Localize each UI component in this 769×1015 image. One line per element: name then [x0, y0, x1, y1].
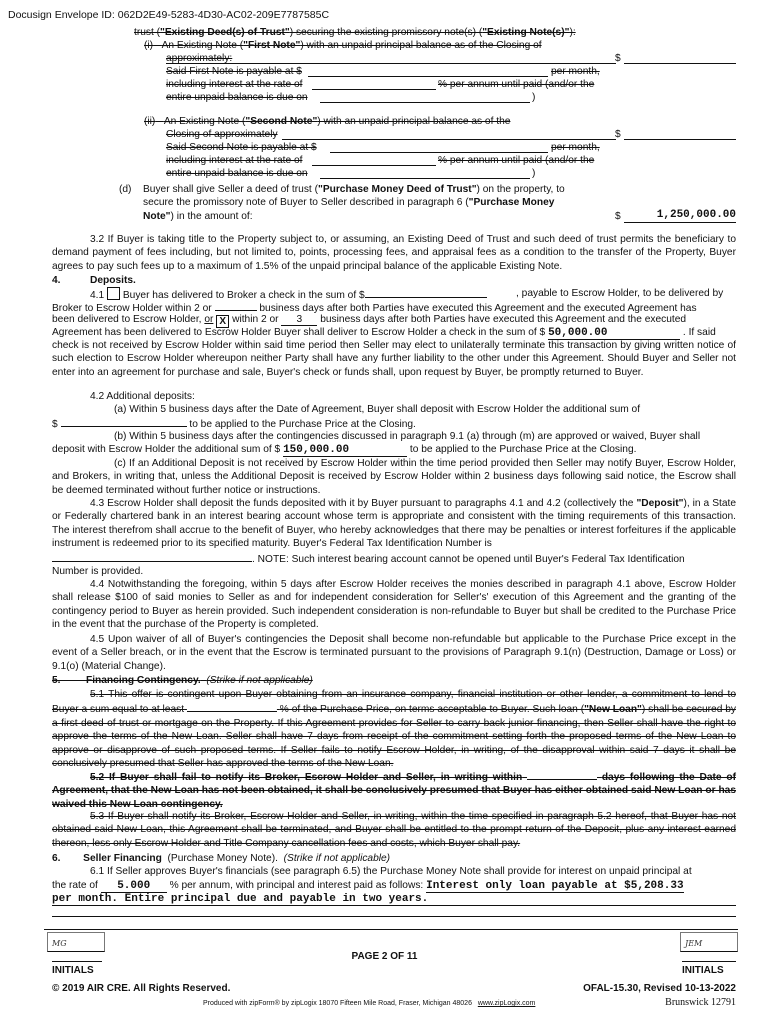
first-per-month: per month,	[551, 66, 600, 77]
first-note-payable: Said First Note is payable at $	[166, 66, 302, 77]
existing-deed-line: trust ("Existing Deed(s) of Trust") securing the existing promissory note(s) ("Existing Note(s)"):	[134, 27, 576, 38]
copyright: © 2019 AIR CRE. All Rights Reserved.	[52, 983, 231, 994]
second-note-payable: Said Second Note is payable at $	[166, 142, 317, 153]
item-d-text: Buyer shall give Seller a deed of trust ("Purchase Money Deed of Trust") on the property, to secure the promissory note of Buyer to Seller described in paragraph 6 ("Purchase Money Note") in the amount of:	[143, 184, 565, 222]
paragraph-4-2-a: (a) Within 5 business days after the Date of Agreement, Buyer shall deposit with Escrow Holder the additional sum of	[114, 404, 641, 415]
additional-deposit-field[interactable]: 150,000.00	[283, 445, 407, 457]
paragraph-4-2-a-line2: $ to be applied to the Purchase Price at the Closing.	[52, 416, 736, 431]
initials-right-signature[interactable]: JEM	[680, 932, 738, 952]
paragraph-4-1-line2: Broker to Escrow Holder within 2 or business days after both Parties have executed this Agreement and the executed Agreement has	[52, 300, 736, 315]
first-close-paren: )	[532, 92, 536, 103]
escrow-check-checkbox[interactable]: X	[216, 315, 229, 328]
paragraph-4-3-tax: . NOTE: Such interest bearing account cannot be opened until Buyer's Federal Tax Identification	[52, 551, 736, 566]
paragraph-4-1-rest: check is not received by Escrow Holder within said time period then Seller may elect to unilaterally terminate this transaction by giving written notice of such election to Escrow Holder whereupon neither Party shall have any further liability to the other under this Agreement. Should Buyer and Seller not enter into an agreement for purchase and sale, Buyer's check or funds shall, upon request by Buyer, be promptly returned to Buyer.	[52, 340, 736, 378]
envelope-id: Docusign Envelope ID: 062D2E49-5283-4D30-AC02-209E7787585C	[8, 9, 330, 21]
paragraph-3-2: 3.2 If Buyer is taking title to the Property subject to, or assuming, an Existing Deed of Trust and such deed of trust permits the beneficiary to demand payment of fees including, but not limited to, points, processing fees, and appraisal fees as a condition to the transfer of the Property, Buyer agrees to pay such fees up to a maximum of 1.5% of the unpaid principal balance of the applicable Existing Note.	[52, 234, 736, 272]
paragraph-4-2-c: (c) If an Additional Deposit is not received by Escrow Holder within the time period provided then Seller may notify Buyer, Escrow Holder, and Brokers, in writing that, unless the Additional Deposit is received by Escrow Holder within 2 business days following said notice, the Escrow shall be deemed terminated without further notice or instructions.	[52, 458, 736, 496]
ziplogix-link[interactable]: www.zipLogix.com	[477, 1000, 536, 1007]
second-due-blank[interactable]	[320, 178, 530, 179]
section-6-heading: 6. Seller Financing (Purchase Money Note). (Strike if not applicable)	[52, 853, 391, 864]
notify-days-blank[interactable]	[527, 769, 597, 780]
interest-rate-field[interactable]: 5.000	[101, 881, 167, 893]
paragraph-4-4: 4.4 Notwithstanding the foregoing, within 5 days after Escrow Holder receives the monies described in paragraph 4.1 above, Escrow Holder shall release $100 of said monies to Seller as and for independent consideration for Seller's' execution of this Agreement and the granting of the contingency period to Buyer as herein provided. Such independent consideration is non-refundable to Buyer but shall be credited to the Purchase Price in the event that the purchase of the Property is completed.	[52, 579, 736, 631]
second-note-amount-blank[interactable]	[624, 139, 736, 140]
section-5-heading: 5. Financing Contingency. (Strike if not applicable)	[52, 675, 313, 686]
first-note-amount-blank[interactable]	[624, 63, 736, 64]
initials-left-signature[interactable]: MG	[47, 932, 105, 952]
first-due-blank[interactable]	[320, 102, 530, 103]
initials-left-line	[52, 961, 102, 962]
item-d-amount[interactable]: 1,250,000.00	[624, 209, 736, 223]
additional-sum-blank[interactable]	[61, 416, 187, 427]
second-close-paren: )	[532, 168, 536, 179]
second-note-line: (ii) An Existing Note ("Second Note") with an unpaid principal balance as of the	[144, 116, 511, 127]
strike-rule	[166, 63, 616, 64]
payment-terms-field-1[interactable]: Interest only loan payable at $5,208.33	[426, 880, 684, 892]
second-note-dollar: $	[615, 129, 621, 140]
paragraph-4-3-end: Number is provided.	[52, 566, 144, 577]
payment-terms-blank-line	[52, 916, 736, 917]
broker-days-blank[interactable]	[215, 300, 257, 311]
initials-left-label: INITIALS	[52, 965, 94, 976]
item-d-dollar: $	[615, 211, 621, 222]
first-pct-annum: % per annum until paid (and/or the	[438, 79, 595, 90]
section-4-title: Deposits.	[90, 275, 136, 286]
second-rate-blank[interactable]	[312, 165, 436, 166]
item-d-label: (d)	[119, 184, 132, 195]
paragraph-4-2: 4.2 Additional deposits:	[90, 391, 195, 402]
paragraph-4-2-b: (b) Within 5 business days after the contingencies discussed in paragraph 9.1 (a) through (m) are approved or waived, Buyer shall	[114, 431, 701, 442]
second-closing-approx: Closing of approximately	[166, 129, 278, 140]
deposit-amount-field[interactable]: 50,000.00	[548, 328, 680, 340]
paragraph-4-2-b-line2: deposit with Escrow Holder the additional sum of $ 150,000.00 to be applied to the Purchase Price at the Closing.	[52, 444, 637, 456]
produced-with: Produced with zipForm® by zipLogix 18070 Fifteen Mile Road, Fraser, Michigan 48026 www.zipLogix.com	[203, 1000, 536, 1007]
second-including: including interest at the rate of	[166, 155, 303, 166]
paragraph-6-1-rate: the rate of 5.000 % per annum, with principal and interest paid as follows: Interest only loan payable at $5,208.33	[52, 880, 684, 892]
section-4-number: 4.	[52, 275, 61, 286]
paragraph-5-3: 5.3 If Buyer shall notify its Broker, Escrow Holder and Seller, in writing, within the time specified in paragraph 5.2 hereof, that Buyer has not obtained said New Loan, this Agreement shall be terminated, and Buyer shall be entitled to the prompt return of the Deposit, plus any interest earned thereon, less only Escrow Holder and Title Company cancellation fees and costs, which Buyer shall pay.	[52, 811, 736, 849]
paragraph-6-1: 6.1 If Seller approves Buyer's financials (see paragraph 6.5) the Purchase Money Note shall provide for interest on unpaid principal at	[90, 866, 692, 877]
first-entire-due: entire unpaid balance is due on	[166, 92, 308, 103]
first-note-approx: approximately:	[166, 53, 233, 64]
first-including: including interest at the rate of	[166, 79, 303, 90]
paragraph-4-1-line4: Agreement has been delivered to Escrow Holder Buyer shall deliver to Escrow Holder a check in the sum of $ 50,000.00 . If said	[52, 327, 716, 339]
first-note-line: (i) An Existing Note ("First Note") with an unpaid principal balance as of the Closing of	[144, 40, 542, 51]
form-number: OFAL-15.30, Revised 10-13-2022	[583, 983, 736, 994]
footer-divider	[44, 929, 738, 930]
loan-percent-blank[interactable]	[187, 701, 277, 712]
strike-rule	[282, 139, 616, 140]
page-number: PAGE 2 OF 11	[351, 951, 418, 962]
first-payable-blank[interactable]	[308, 76, 548, 77]
broker-check-checkbox[interactable]	[107, 287, 120, 300]
broker-check-amount-blank[interactable]	[365, 287, 487, 298]
second-pct-annum: % per annum until paid (and/or the	[438, 155, 595, 166]
paragraph-5-2: 5.2 If Buyer shall fail to notify its Broker, Escrow Holder and Seller, in writing within days following the Date of Agreement, that the New Loan has not been obtained, it shall be conclusively presumed that Buyer has either obtained said New Loan or has waived this New Loan contingency.	[52, 769, 736, 811]
paragraph-4-1-line3: been delivered to Escrow Holder, or X within 2 or 3 business days after both Parties have executed this Agreement and the executed	[52, 314, 687, 327]
brunswick-label: Brunswick 12791	[665, 997, 736, 1008]
first-rate-blank[interactable]	[312, 89, 436, 90]
second-entire-due: entire unpaid balance is due on	[166, 168, 308, 179]
payment-terms-field-2[interactable]: per month. Entire principal due and payable in two years.	[52, 893, 736, 906]
second-per-month: per month,	[551, 142, 600, 153]
paragraph-4-1-line1: 4.1 Buyer has delivered to Broker a check in the sum of $ , payable to Escrow Holder, to be delivered by	[90, 288, 724, 301]
first-note-dollar: $	[615, 53, 621, 64]
paragraph-4-5: 4.5 Upon waiver of all of Buyer's contingencies the Deposit shall become non-refundable but applicable to the Purchase Price except in the event of a Seller breach, or in the event that the Escrow is terminated pursuant to the provisions of Paragraph 9.1(n) (Destruction, Damage or Loss) or 9.1(o) (Material Change).	[52, 634, 736, 672]
tax-id-blank[interactable]	[52, 551, 252, 562]
escrow-days-field[interactable]: 3	[281, 315, 317, 326]
initials-right-line	[682, 961, 736, 962]
initials-right-label: INITIALS	[682, 965, 724, 976]
paragraph-5-1: 5.1 This offer is contingent upon Buyer obtaining from an insurance company, financial institution or other lender, a commitment to lend to Buyer a sum equal to at least % of the Purchase Price, on terms acceptable to Buyer. Such loan ("New Loan") shall be secured by a first deed of trust or mortgage on the Property. If this Agreement provides for Seller to carry back junior financing, then Seller shall have the right to approve the terms of the New Loan. Seller shall have 7 days from receipt of the commitment setting forth the proposed terms of the New Loan to approve or disapprove of such proposed terms. If Seller fails to notify Escrow Holder, in writing, of the disapproval within said 7 days it shall be conclusively presumed that Seller has approved the terms of the New Loan.	[52, 689, 736, 770]
paragraph-4-3: 4.3 Escrow Holder shall deposit the funds deposited with it by Buyer pursuant to paragraphs 4.1 and 4.2 (collectively the "Deposit"), in a State or Federally chartered bank in an interest bearing account whose term is appropriate and consistent with the timing requirements of this transaction. The interest therefrom shall accrue to the benefit of Buyer, who hereby acknowledges that there may be penalties or interest forfeitures if the applicable instrument is redeemed prior to its specified maturity. Buyer's Federal Tax Identification Number is	[52, 498, 736, 550]
second-payable-blank[interactable]	[330, 152, 548, 153]
